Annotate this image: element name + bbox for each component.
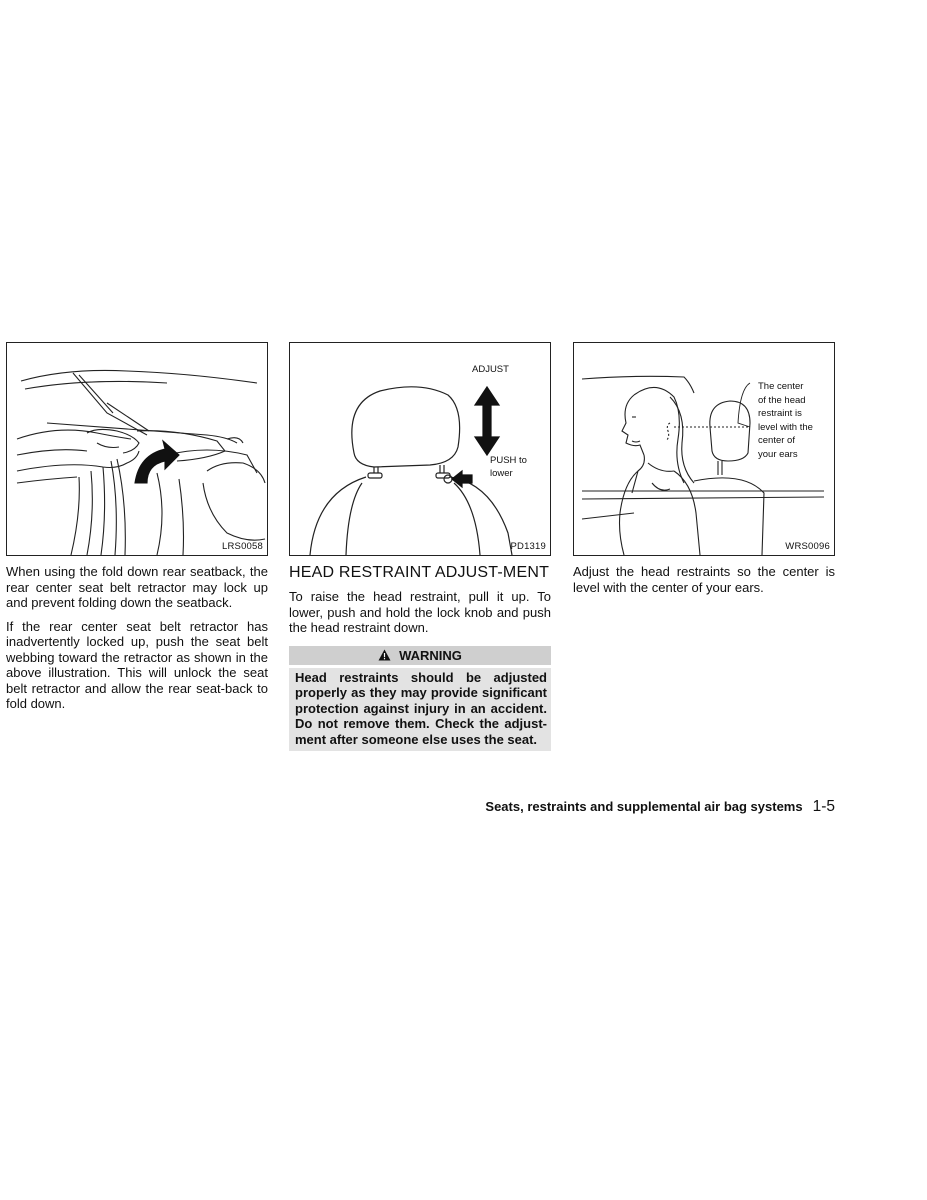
page-footer [485, 798, 835, 816]
paragraph: When using the fold down rear seatback, the rear center seat belt retractor may lock up and prevent folding down the seatback. [6, 564, 268, 610]
callout-text: The center of the head restraint is level with the center of your ears [758, 381, 813, 460]
warning-box [289, 646, 551, 752]
seatback-retractor-drawing [7, 343, 267, 555]
head-position-illustration [573, 342, 835, 556]
head-restraint-illustration [289, 342, 551, 556]
figure-code: WRS0096 [785, 541, 830, 552]
warning-text: Head restraints should be adjusted properly as they may provide significant protection against injury in an accident. Do not remove them. Check the adjust-ment after someone else uses the seat. [289, 668, 551, 752]
warning-triangle-icon [378, 649, 391, 661]
column-1 [6, 342, 268, 712]
section-heading: HEAD RESTRAINT ADJUST-MENT [289, 564, 550, 581]
paragraph: Adjust the head restraints so the center is level with the center of your ears. [573, 564, 835, 595]
lower-label: lower [490, 468, 513, 479]
paragraph: To raise the head restraint, pull it up. To lower, push and hold the lock knob and push the head restraint down. [289, 589, 551, 635]
column-2 [289, 342, 551, 751]
warning-title: WARNING [399, 647, 462, 663]
figure-code: LRS0058 [221, 541, 263, 552]
column-3 [573, 342, 835, 595]
paragraph: If the rear center seat belt retractor has inadvertently locked up, push the seat belt webbing toward the retractor as shown in the above illustration. This will unlock the seat belt retractor and allow the rear seat-back to fold down. [6, 618, 268, 711]
section-title: Seats, restraints and supplemental air bag systems [485, 799, 803, 814]
warning-title-bar [289, 646, 551, 665]
push-label: PUSH to [490, 455, 527, 466]
page-number: 1-5 [812, 798, 835, 815]
seatback-retractor-illustration [6, 342, 268, 556]
head-restraint-drawing [290, 343, 550, 555]
adjust-label: ADJUST [472, 364, 509, 375]
figure-code: PD1319 [510, 541, 546, 552]
